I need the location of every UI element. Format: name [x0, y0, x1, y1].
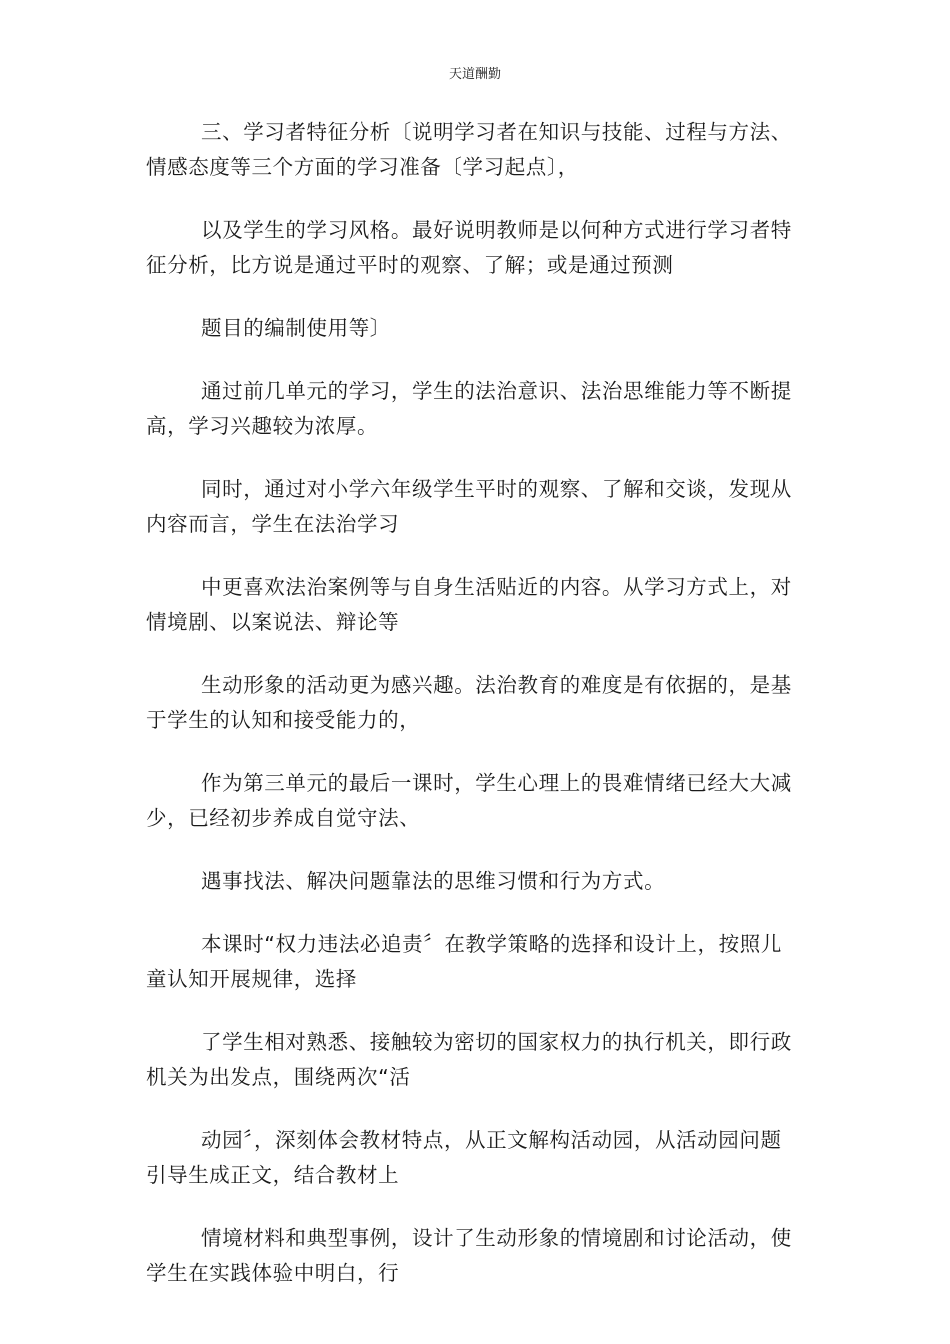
- text-line: 了学生相对熟悉、接触较为密切的国家权力的执行机关，即行政: [201, 1030, 792, 1054]
- paragraph: [146, 1025, 811, 1095]
- paragraph: [146, 115, 811, 185]
- paragraph: [146, 472, 811, 542]
- text-line: 征分析，比方说是通过平时的观察、了解；或是通过预测: [146, 253, 674, 277]
- text-line: 中更喜欢法治案例等与自身生活贴近的内容。从学习方式上，对: [201, 575, 792, 599]
- paragraph: [146, 213, 811, 283]
- text-line: 以及学生的学习风格。最好说明教师是以何种方式进行学习者特: [201, 218, 792, 242]
- text-line: 高，学习兴趣较为浓厚。: [146, 414, 379, 438]
- text-line: 通过前几单元的学习，学生的法治意识、法治思维能力等不断提: [201, 379, 792, 403]
- text-line: 同时，通过对小学六年级学生平时的观察、了解和交谈，发现从: [201, 477, 792, 501]
- text-line: 情境剧、以案说法、辩论等: [146, 610, 400, 634]
- text-line: 引导生成正文，结合教材上: [146, 1163, 400, 1187]
- page-header: 天道酬勤: [448, 67, 501, 82]
- text-line: 童认知开展规律，选择: [146, 967, 357, 991]
- text-line: 作为第三单元的最后一课时，学生心理上的畏难情绪已经大大减: [201, 771, 792, 795]
- paragraph: [146, 1123, 811, 1193]
- text-line: 情境材料和典型事例，设计了生动形象的情境剧和讨论活动，使: [201, 1226, 792, 1250]
- text-line: 机关为出发点，围绕两次“活: [146, 1065, 411, 1089]
- text-line: 情感态度等三个方面的学习准备〔学习起点〕，: [146, 155, 579, 179]
- document-body: [146, 115, 811, 1319]
- paragraph: [146, 374, 811, 444]
- paragraph: [146, 311, 811, 346]
- paragraph: [146, 570, 811, 640]
- text-line: 少，已经初步养成自觉守法、: [146, 806, 421, 830]
- text-line: 题目的编制使用等〕: [201, 316, 391, 340]
- text-line: 内容而言，学生在法治学习: [146, 512, 400, 536]
- paragraph: [146, 668, 811, 738]
- text-line: 三、学习者特征分析〔说明学习者在知识与技能、过程与方法、: [201, 120, 792, 144]
- text-line: 于学生的认知和接受能力的，: [146, 708, 421, 732]
- text-line: 动园〞，深刻体会教材特点，从正文解构活动园，从活动园问题: [201, 1128, 782, 1152]
- paragraph: [146, 927, 811, 997]
- text-line: 遇事找法、解决问题靠法的思维习惯和行为方式。: [201, 869, 666, 893]
- paragraph: [146, 864, 811, 899]
- text-line: 生动形象的活动更为感兴趣。法治教育的难度是有依据的，是基: [201, 673, 792, 697]
- paragraph: [146, 766, 811, 836]
- paragraph: [146, 1221, 811, 1291]
- text-line: 学生在实践体验中明白，行: [146, 1261, 400, 1285]
- text-line: 本课时“权力违法必追责〞在教学策略的选择和设计上，按照儿: [201, 932, 782, 956]
